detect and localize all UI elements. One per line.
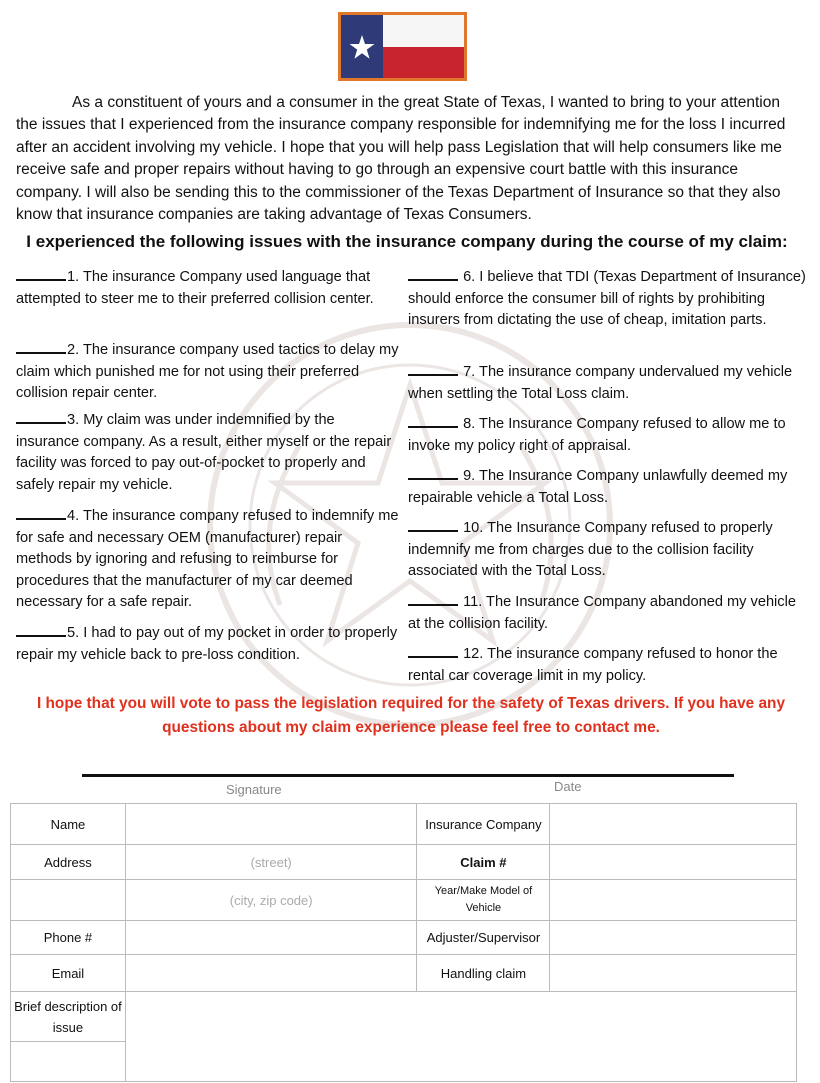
brief-description-label: Brief description of issue [11,992,126,1042]
form-row [11,880,797,921]
signature-label: Signature [226,782,282,797]
checkbox-blank[interactable] [16,623,66,637]
checkbox-blank[interactable] [408,267,458,281]
issue-item: 8. The Insurance Company refused to allow me to invoke my policy right of appraisal. [408,416,786,454]
issue-item: 9. The Insurance Company unlawfully deemed my repairable vehicle a Total Loss. [408,468,788,506]
street-field[interactable]: (street) [125,845,417,880]
handling-claim-label: Handling claim [417,955,550,992]
claim-number-label: Claim # [417,845,550,880]
handling-claim-field[interactable] [550,955,797,992]
flag-white-stripe [383,15,464,47]
brief-description-spacer [11,1042,126,1082]
issue-item: 5. I had to pay out of my pocket in order to properly repair my vehicle back to pre-loss condition. [16,625,398,663]
form-row [11,804,797,845]
address-blank-label [11,880,126,921]
checkbox-blank[interactable] [16,506,66,520]
adjuster-field[interactable] [550,921,797,955]
date-label: Date [554,779,582,794]
brief-description-field[interactable] [125,992,796,1082]
form-row [11,992,797,1042]
checkbox-blank[interactable] [16,267,66,281]
name-field[interactable] [125,804,417,845]
checkbox-blank[interactable] [16,410,66,424]
checkbox-blank[interactable] [408,466,458,480]
flag-red-stripe [383,47,464,79]
form-row [11,921,797,955]
signature-line[interactable] [82,774,734,777]
issue-item: 10. The Insurance Company refused to properly indemnify me from charges due to the collision facility associated with the Total Loss. [408,520,773,580]
issue-item: 6. I believe that TDI (Texas Department of Insurance) should enforce the consumer bill of rights by prohibiting insurers from dictating the use of cheap, imitation parts. [408,269,806,329]
issue-item: 1. The insurance Company used language that attempted to steer me to their preferred collision center. [16,269,374,307]
issue-item: 12. The insurance company refused to honor the rental car coverage limit in my policy. [408,646,778,684]
intro-paragraph: As a constituent of yours and a consumer in the great State of Texas, I wanted to bring to your attention the issues that I experienced from the insurance company responsible for indemnifying me for the loss I incurred after an accident involving my vehicle. I hope that you will help pass Legislation that will help consumers like me receive safe and proper repairs without having to go through an expensive court battle with this insurance company. I will also be sending this to the commissioner of the Texas Department of Insurance so that they also know that insurance companies are taking advantage of Texas Consumers. [16,94,786,224]
checkbox-blank[interactable] [408,362,458,376]
issue-item: 2. The insurance company used tactics to delay my claim which punished me for not using their preferred collision repair center. [16,342,399,402]
issue-item: 3. My claim was under indemnified by the insurance company. As a result, either myself or the repair facility was forced to pay out-of-pocket to properly and safely repair my vehicle. [16,412,392,493]
insurance-company-label: Insurance Company [417,804,550,845]
phone-label: Phone # [11,921,126,955]
address-label: Address [11,845,126,880]
claim-number-field[interactable] [550,845,797,880]
email-label: Email [11,955,126,992]
issue-item: 11. The Insurance Company abandoned my vehicle at the collision facility. [408,594,796,632]
adjuster-label: Adjuster/Supervisor [417,921,550,955]
vehicle-field[interactable] [550,880,797,921]
form-row [11,845,797,880]
phone-field[interactable] [125,921,417,955]
checkbox-blank[interactable] [16,340,66,354]
checkbox-blank[interactable] [408,414,458,428]
city-zip-field[interactable]: (city, zip code) [125,880,417,921]
checkbox-blank[interactable] [408,518,458,532]
insurance-company-field[interactable] [550,804,797,845]
flag-blue-stripe [341,15,383,78]
checkbox-blank[interactable] [408,592,458,606]
contact-info-form [10,803,797,1082]
name-label: Name [11,804,126,845]
year-make-label: Year/Make Model of Vehicle [417,880,550,921]
checkbox-blank[interactable] [408,644,458,658]
issue-item: 4. The insurance company refused to indemnify me for safe and necessary OEM (manufacturer) repair methods by ignoring and refusing to reimburse for procedures that the manufacturer of my car deemed necessary for a safe repair. [16,508,399,611]
texas-flag-logo [338,12,467,81]
star-icon [349,34,375,60]
issues-heading: I experienced the following issues with the insurance company during the course of my claim: [26,232,788,251]
form-row [11,955,797,992]
issue-item: 7. The insurance company undervalued my vehicle when settling the Total Loss claim. [408,364,793,402]
closing-statement: I hope that you will vote to pass the legislation required for the safety of Texas drivers. If you have any questions about my claim experience please feel free to contact me. [36,695,786,736]
email-field[interactable] [125,955,417,992]
